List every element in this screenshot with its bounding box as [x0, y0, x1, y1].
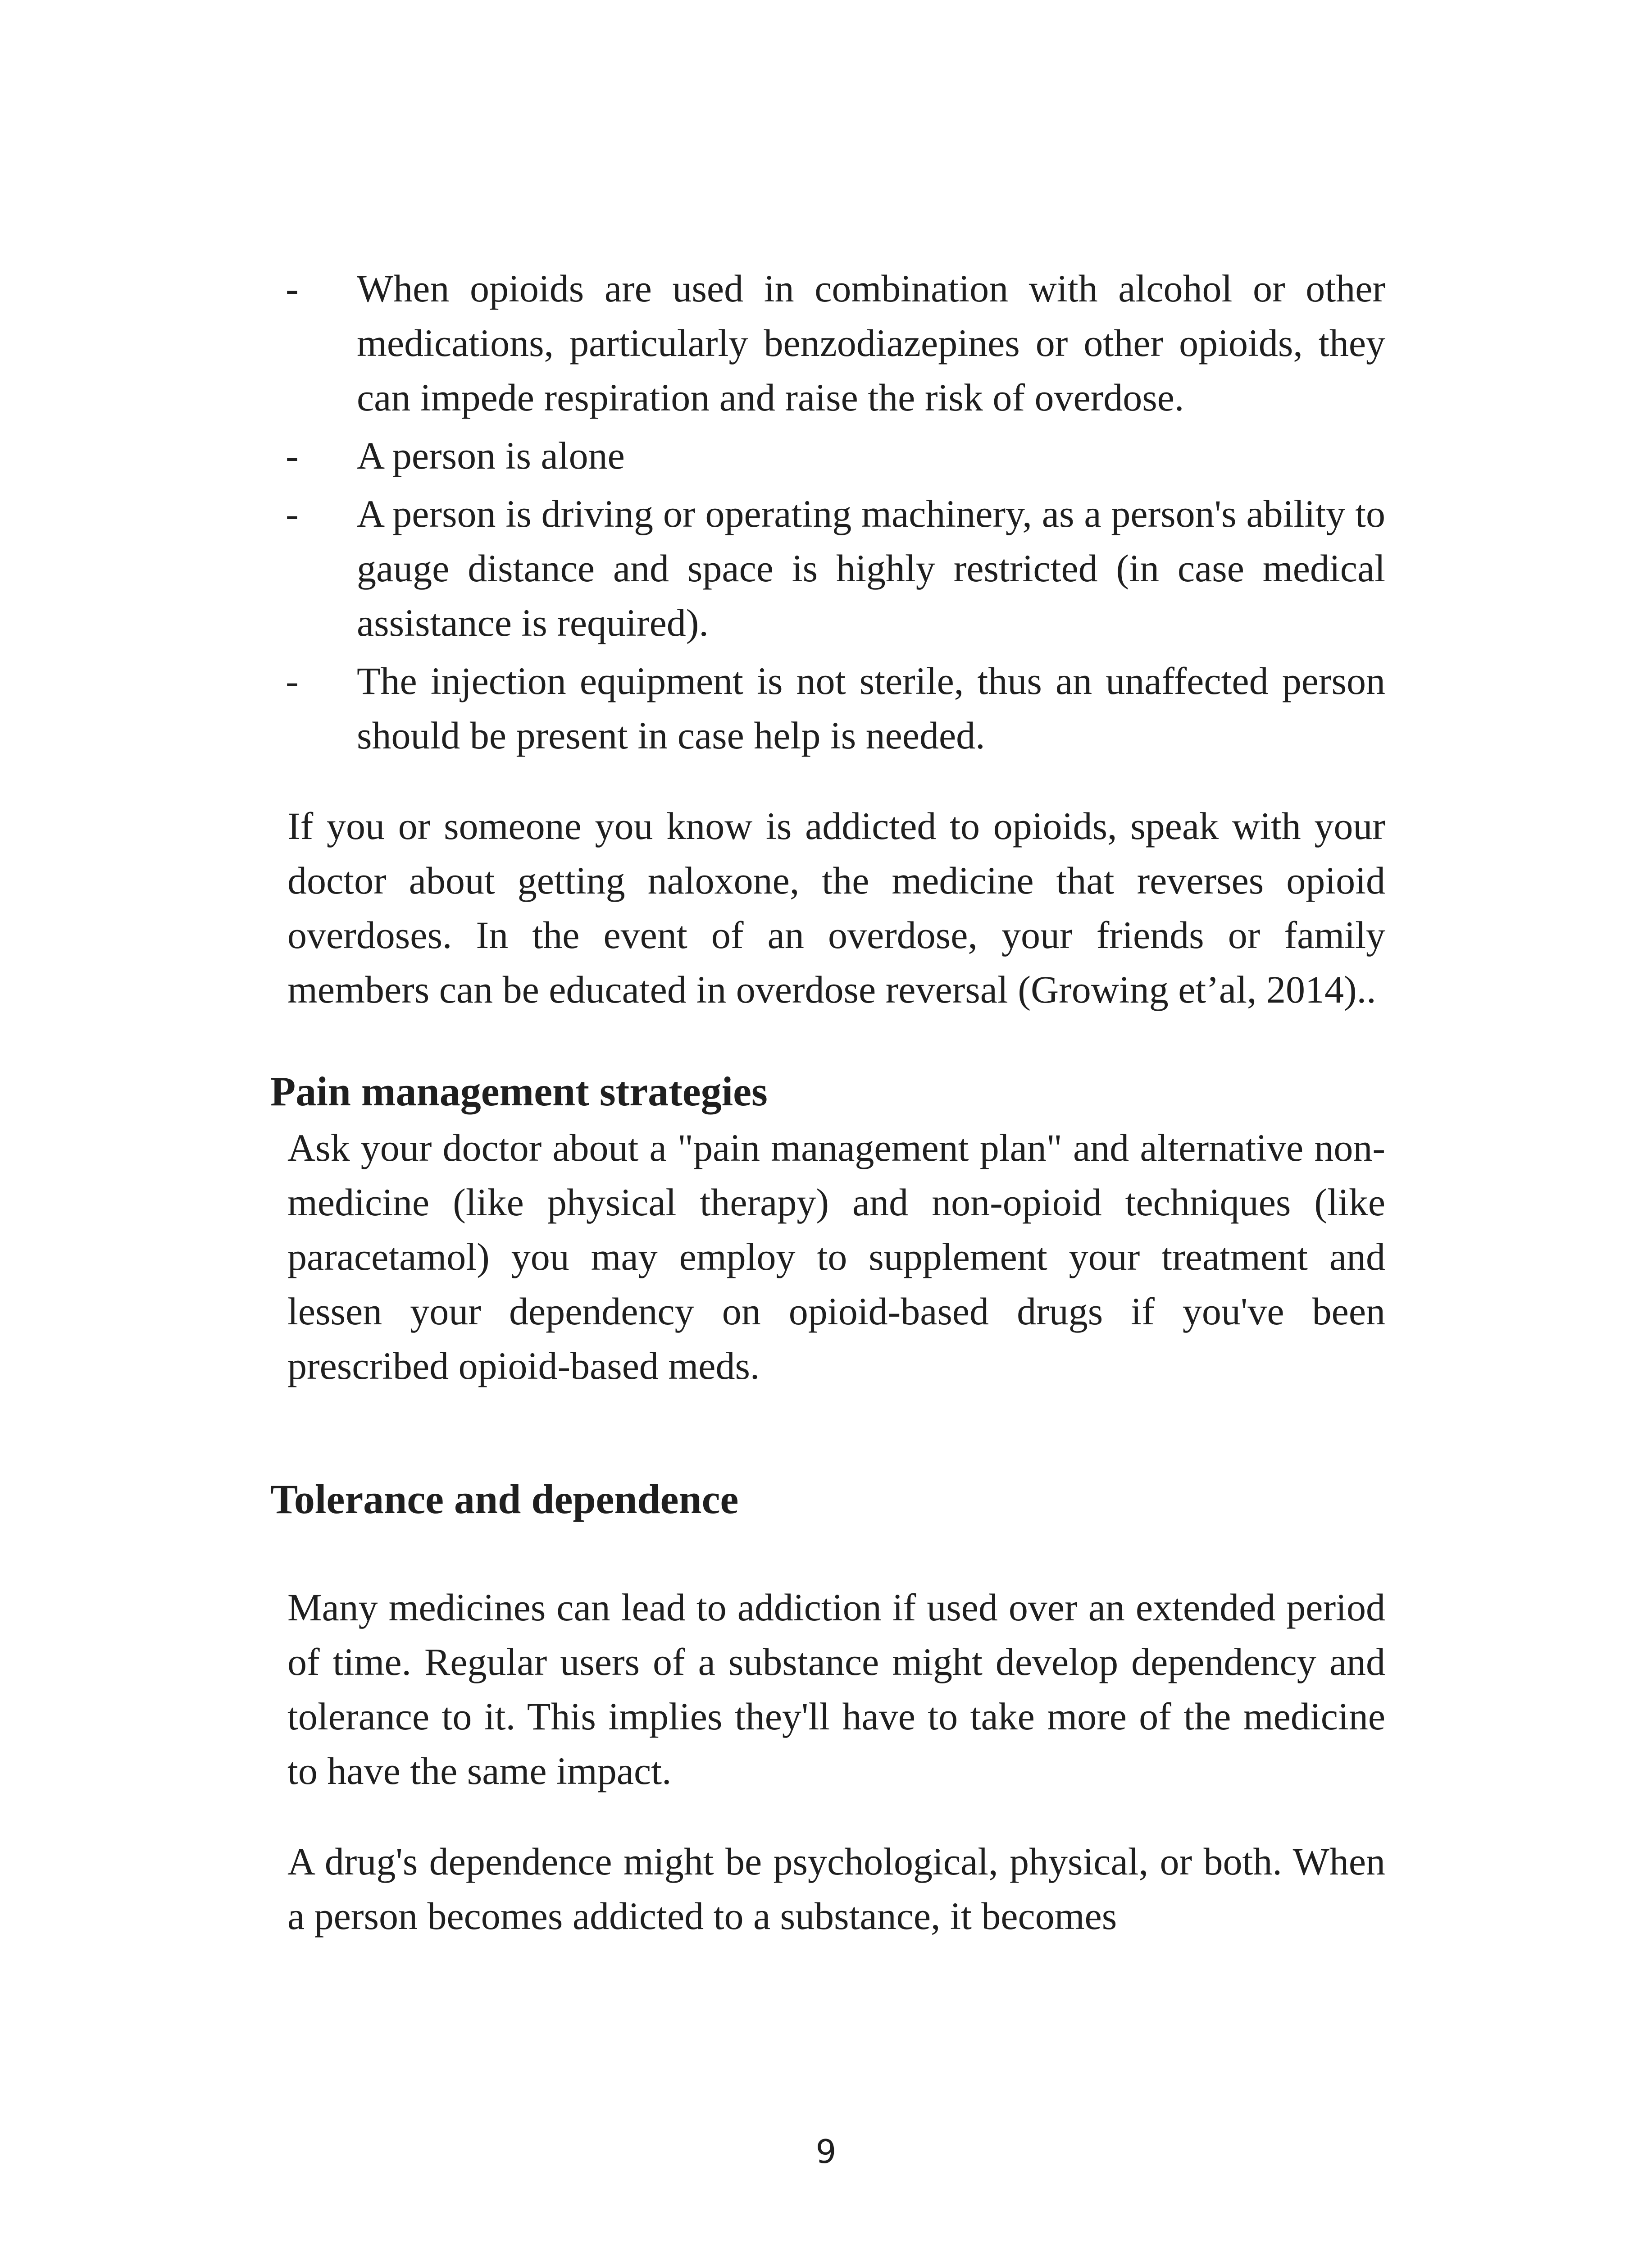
risk-bullet-list — [270, 261, 1385, 763]
page-content — [270, 261, 1385, 1943]
naloxone-paragraph: If you or someone you know is addicted to opioids, speak with your doctor about getting naloxone, the medicine that reverses opioid overdoses. In the event of an overdose, your friends or family members can be educated in overdose reversal (Growing et’al, 2014).. — [287, 804, 1385, 1011]
dependence-paragraph: A drug's dependence might be psychological, physical, or both. When a person becomes addicted to a substance, it becomes — [287, 1840, 1385, 1938]
bullet-item — [270, 654, 1385, 763]
section-heading-tolerance-dependence: Tolerance and dependence — [270, 1476, 739, 1522]
tolerance-paragraph: Many medicines can lead to addiction if used over an extended period of time. Regular users of a substance might develop dependency and tolerance to it. This implies they'll have to take more of the medicine to have the same impact. — [287, 1586, 1385, 1792]
bullet-marker: - — [286, 659, 299, 702]
bullet-marker: - — [286, 492, 299, 535]
bullet-item — [270, 429, 1385, 483]
bullet-item — [270, 261, 1385, 425]
bullet-item — [270, 487, 1385, 650]
bullet-text: The injection equipment is not sterile, thus an unaffected person should be present in case help is needed. — [357, 659, 1385, 757]
page-number: 9 — [815, 2133, 837, 2171]
bullet-text: A person is alone — [357, 434, 625, 477]
bullet-marker: - — [286, 434, 299, 477]
section-heading-pain-management: Pain management strategies — [270, 1068, 768, 1114]
bullet-text: A person is driving or operating machinery, as a person's ability to gauge distance and space is highly restricted (in case medical assistance is required). — [357, 492, 1385, 644]
bullet-text: When opioids are used in combination with alcohol or other medications, particularly benzodiazepines or other opioids, they can impede respiration and raise the risk of overdose. — [357, 267, 1385, 419]
pain-management-paragraph: Ask your doctor about a "pain management plan" and alternative non-medicine (like physical therapy) and non-opioid techniques (like paracetamol) you may employ to supplement your treatment and lessen your dependency on opioid-based drugs if you've been prescribed opioid-based meds. — [287, 1126, 1385, 1387]
bullet-marker: - — [286, 267, 299, 310]
